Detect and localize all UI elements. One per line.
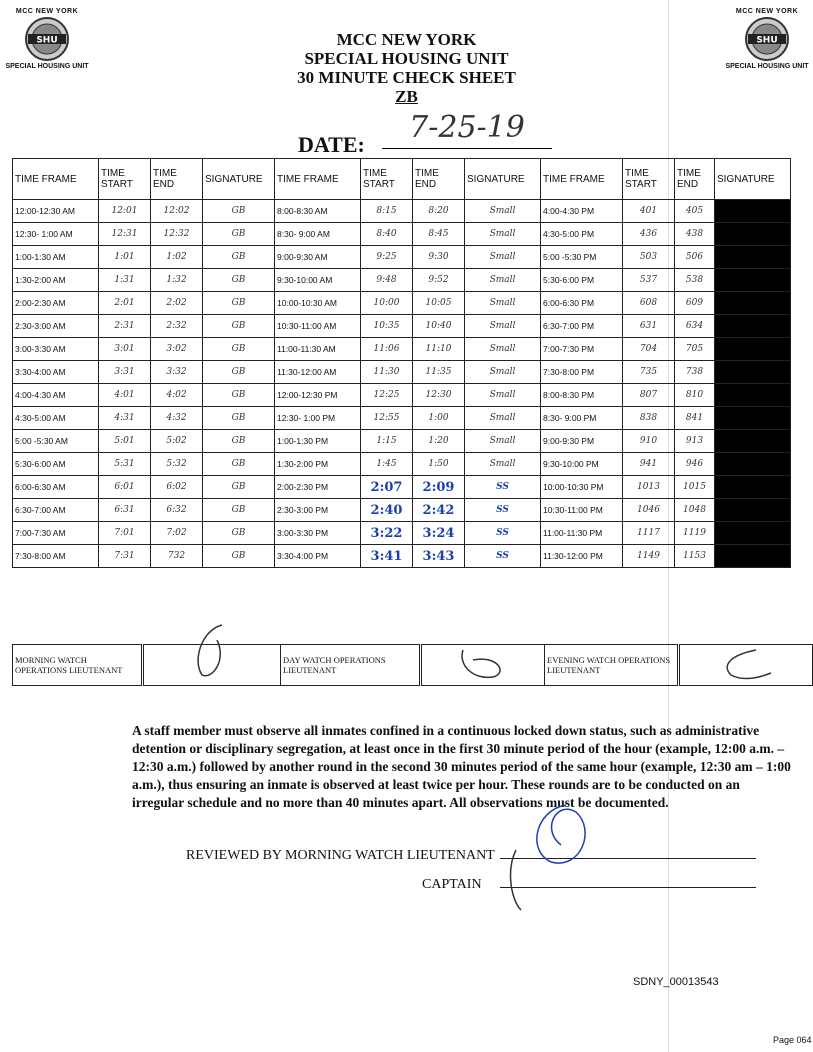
time-end-cell: 5:32: [151, 453, 203, 476]
time-frame-cell: 11:00-11:30 AM: [275, 338, 361, 361]
signature-cell: Small: [465, 292, 541, 315]
time-frame-cell: 3:00-3:30 PM: [275, 522, 361, 545]
time-end-cell: 6:32: [151, 499, 203, 522]
redacted-signature-cell: [715, 315, 791, 338]
signature-cell: Small: [465, 223, 541, 246]
time-frame-cell: 8:00-8:30 AM: [275, 200, 361, 223]
redacted-signature-cell: [715, 384, 791, 407]
time-start-cell: 10:35: [361, 315, 413, 338]
signature-cell: SS: [465, 476, 541, 499]
time-end-cell: 7:02: [151, 522, 203, 545]
signature-cell: GB: [203, 545, 275, 568]
redacted-signature-cell: [715, 269, 791, 292]
time-frame-cell: 1:30-2:00 PM: [275, 453, 361, 476]
table-row: [13, 407, 791, 430]
time-start-cell: 807: [623, 384, 675, 407]
table-header-row: [13, 159, 791, 200]
column-header: TIME FRAME: [13, 159, 99, 200]
redacted-signature-cell: [715, 430, 791, 453]
time-end-cell: 12:32: [151, 223, 203, 246]
time-start-cell: 910: [623, 430, 675, 453]
document-header: [0, 30, 813, 106]
time-frame-cell: 5:30-6:00 AM: [13, 453, 99, 476]
time-end-cell: 1048: [675, 499, 715, 522]
time-start-cell: 9:25: [361, 246, 413, 269]
table-row: [13, 545, 791, 568]
table-row: [13, 315, 791, 338]
redacted-signature-cell: [715, 407, 791, 430]
time-start-cell: 2:01: [99, 292, 151, 315]
time-end-cell: 1119: [675, 522, 715, 545]
signature-cell: Small: [465, 200, 541, 223]
signature-cell: Small: [465, 246, 541, 269]
day-watch-signature: [421, 645, 545, 686]
time-frame-cell: 12:00-12:30 AM: [13, 200, 99, 223]
column-header: TIME FRAME: [275, 159, 361, 200]
table-row: [13, 453, 791, 476]
time-start-cell: 3:22: [361, 522, 413, 545]
table-row: [13, 499, 791, 522]
time-frame-cell: 1:30-2:00 AM: [13, 269, 99, 292]
signature-cell: GB: [203, 269, 275, 292]
time-frame-cell: 6:30-7:00 AM: [13, 499, 99, 522]
redacted-signature-cell: [715, 476, 791, 499]
signature-cell: GB: [203, 223, 275, 246]
time-end-cell: 3:32: [151, 361, 203, 384]
signature-cell: GB: [203, 407, 275, 430]
time-end-cell: 6:02: [151, 476, 203, 499]
redacted-signature-cell: [715, 200, 791, 223]
table-row: [13, 476, 791, 499]
time-end-cell: 538: [675, 269, 715, 292]
signature-cell: GB: [203, 361, 275, 384]
time-frame-cell: 2:00-2:30 AM: [13, 292, 99, 315]
reviewer-signature-icon: [496, 800, 606, 920]
signature-cell: GB: [203, 292, 275, 315]
time-start-cell: 537: [623, 269, 675, 292]
time-frame-cell: 1:00-1:30 AM: [13, 246, 99, 269]
time-frame-cell: 8:30- 9:00 PM: [541, 407, 623, 430]
time-frame-cell: 7:00-7:30 AM: [13, 522, 99, 545]
signature-cell: Small: [465, 269, 541, 292]
time-start-cell: 401: [623, 200, 675, 223]
time-start-cell: 12:31: [99, 223, 151, 246]
signature-cell: SS: [465, 545, 541, 568]
time-end-cell: 8:20: [413, 200, 465, 223]
redacted-signature-cell: [715, 223, 791, 246]
time-start-cell: 2:40: [361, 499, 413, 522]
signature-cell: Small: [465, 384, 541, 407]
time-start-cell: 7:31: [99, 545, 151, 568]
time-end-cell: 11:35: [413, 361, 465, 384]
time-frame-cell: 7:00-7:30 PM: [541, 338, 623, 361]
time-end-cell: 732: [151, 545, 203, 568]
time-start-cell: 704: [623, 338, 675, 361]
day-signature-icon: [453, 645, 513, 685]
time-frame-cell: 5:00 -5:30 PM: [541, 246, 623, 269]
time-end-cell: 9:52: [413, 269, 465, 292]
column-header: TIME START: [99, 159, 151, 200]
time-start-cell: 436: [623, 223, 675, 246]
signature-cell: GB: [203, 384, 275, 407]
table-row: [13, 223, 791, 246]
table-row: [13, 384, 791, 407]
time-frame-cell: 2:30-3:00 AM: [13, 315, 99, 338]
table-row: [13, 292, 791, 315]
date-label: DATE:: [298, 132, 365, 157]
column-header: TIME FRAME: [541, 159, 623, 200]
check-sheet-table: [12, 158, 791, 568]
time-end-cell: 1:50: [413, 453, 465, 476]
seal-text: SHU: [36, 35, 58, 46]
time-frame-cell: 7:30-8:00 AM: [13, 545, 99, 568]
time-end-cell: 3:24: [413, 522, 465, 545]
signature-cell: Small: [465, 453, 541, 476]
time-frame-cell: 7:30-8:00 PM: [541, 361, 623, 384]
redacted-signature-cell: [715, 338, 791, 361]
redacted-signature-cell: [715, 499, 791, 522]
signature-cell: GB: [203, 338, 275, 361]
time-frame-cell: 9:30-10:00 PM: [541, 453, 623, 476]
time-start-cell: 12:01: [99, 200, 151, 223]
signature-cell: GB: [203, 453, 275, 476]
time-end-cell: 705: [675, 338, 715, 361]
time-frame-cell: 11:30-12:00 PM: [541, 545, 623, 568]
time-start-cell: 5:01: [99, 430, 151, 453]
time-frame-cell: 1:00-1:30 PM: [275, 430, 361, 453]
time-start-cell: 838: [623, 407, 675, 430]
time-start-cell: 3:41: [361, 545, 413, 568]
time-frame-cell: 9:00-9:30 PM: [541, 430, 623, 453]
time-frame-cell: 11:30-12:00 AM: [275, 361, 361, 384]
time-start-cell: 941: [623, 453, 675, 476]
time-frame-cell: 3:30-4:00 PM: [275, 545, 361, 568]
time-frame-cell: 5:30-6:00 PM: [541, 269, 623, 292]
header-line-1: MCC NEW YORK: [336, 30, 477, 49]
evening-watch-signature: [679, 645, 813, 686]
redacted-signature-cell: [715, 246, 791, 269]
time-end-cell: 10:40: [413, 315, 465, 338]
column-header: TIME START: [361, 159, 413, 200]
time-end-cell: 3:02: [151, 338, 203, 361]
page-number: Page 064: [773, 1035, 812, 1045]
time-start-cell: 9:48: [361, 269, 413, 292]
time-start-cell: 6:01: [99, 476, 151, 499]
signature-cell: GB: [203, 200, 275, 223]
time-frame-cell: 4:00-4:30 AM: [13, 384, 99, 407]
column-header: SIGNATURE: [715, 159, 791, 200]
time-end-cell: 2:02: [151, 292, 203, 315]
time-frame-cell: 3:00-3:30 AM: [13, 338, 99, 361]
redacted-signature-cell: [715, 453, 791, 476]
time-start-cell: 1046: [623, 499, 675, 522]
time-start-cell: 1:01: [99, 246, 151, 269]
evening-watch-label: EVENING WATCH OPERATIONS LIEUTENANT: [545, 645, 679, 686]
time-start-cell: 631: [623, 315, 675, 338]
time-end-cell: 841: [675, 407, 715, 430]
time-frame-cell: 10:00-10:30 PM: [541, 476, 623, 499]
time-end-cell: 2:09: [413, 476, 465, 499]
redacted-signature-cell: [715, 292, 791, 315]
table-row: [13, 269, 791, 292]
time-end-cell: 810: [675, 384, 715, 407]
reviewed-by-label: REVIEWED BY MORNING WATCH LIEUTENANT: [186, 848, 495, 863]
time-end-cell: 1:32: [151, 269, 203, 292]
time-start-cell: 1149: [623, 545, 675, 568]
time-end-cell: 8:45: [413, 223, 465, 246]
time-start-cell: 503: [623, 246, 675, 269]
time-end-cell: 634: [675, 315, 715, 338]
time-start-cell: 1:45: [361, 453, 413, 476]
table-row: [13, 430, 791, 453]
time-end-cell: 12:02: [151, 200, 203, 223]
time-end-cell: 12:30: [413, 384, 465, 407]
day-watch-label: DAY WATCH OPERATIONS LIEUTENANT: [281, 645, 421, 686]
time-start-cell: 12:55: [361, 407, 413, 430]
logo-top-text: MCC NEW YORK: [15, 8, 79, 15]
time-frame-cell: 12:30- 1:00 PM: [275, 407, 361, 430]
signature-cell: GB: [203, 315, 275, 338]
time-end-cell: 11:10: [413, 338, 465, 361]
time-frame-cell: 4:30-5:00 PM: [541, 223, 623, 246]
signature-cell: GB: [203, 499, 275, 522]
time-end-cell: 2:42: [413, 499, 465, 522]
logo-top-text: MCC NEW YORK: [735, 8, 799, 15]
time-start-cell: 1117: [623, 522, 675, 545]
time-frame-cell: 6:00-6:30 AM: [13, 476, 99, 499]
column-header: TIME END: [413, 159, 465, 200]
time-end-cell: 9:30: [413, 246, 465, 269]
time-end-cell: 4:32: [151, 407, 203, 430]
header-line-3: 30 MINUTE CHECK SHEET: [297, 68, 516, 87]
time-end-cell: 506: [675, 246, 715, 269]
signature-cell: GB: [203, 430, 275, 453]
time-end-cell: 4:02: [151, 384, 203, 407]
time-end-cell: 609: [675, 292, 715, 315]
time-start-cell: 3:31: [99, 361, 151, 384]
time-frame-cell: 9:00-9:30 AM: [275, 246, 361, 269]
time-frame-cell: 4:30-5:00 AM: [13, 407, 99, 430]
time-start-cell: 12:25: [361, 384, 413, 407]
time-start-cell: 7:01: [99, 522, 151, 545]
seal-text: SHU: [756, 35, 778, 46]
time-start-cell: 11:30: [361, 361, 413, 384]
morning-signature-icon: [172, 620, 252, 680]
time-end-cell: 438: [675, 223, 715, 246]
column-header: SIGNATURE: [465, 159, 541, 200]
time-frame-cell: 6:30-7:00 PM: [541, 315, 623, 338]
time-frame-cell: 4:00-4:30 PM: [541, 200, 623, 223]
time-start-cell: 1:31: [99, 269, 151, 292]
signature-cell: SS: [465, 522, 541, 545]
signature-cell: GB: [203, 522, 275, 545]
time-start-cell: 735: [623, 361, 675, 384]
time-start-cell: 2:31: [99, 315, 151, 338]
time-frame-cell: 10:30-11:00 PM: [541, 499, 623, 522]
time-frame-cell: 10:30-11:00 AM: [275, 315, 361, 338]
time-frame-cell: 12:30- 1:00 AM: [13, 223, 99, 246]
time-start-cell: 6:31: [99, 499, 151, 522]
time-end-cell: 10:05: [413, 292, 465, 315]
signature-cell: Small: [465, 338, 541, 361]
time-end-cell: 946: [675, 453, 715, 476]
signature-cell: Small: [465, 315, 541, 338]
time-frame-cell: 3:30-4:00 AM: [13, 361, 99, 384]
column-header: SIGNATURE: [203, 159, 275, 200]
time-start-cell: 2:07: [361, 476, 413, 499]
time-end-cell: 405: [675, 200, 715, 223]
time-end-cell: 5:02: [151, 430, 203, 453]
time-end-cell: 3:43: [413, 545, 465, 568]
time-frame-cell: 8:00-8:30 PM: [541, 384, 623, 407]
time-frame-cell: 6:00-6:30 PM: [541, 292, 623, 315]
redacted-signature-cell: [715, 361, 791, 384]
time-start-cell: 10:00: [361, 292, 413, 315]
signature-cell: Small: [465, 407, 541, 430]
captain-label: CAPTAIN: [422, 877, 482, 892]
redacted-signature-cell: [715, 522, 791, 545]
time-frame-cell: 2:30-3:00 PM: [275, 499, 361, 522]
column-header: TIME END: [151, 159, 203, 200]
time-start-cell: 8:40: [361, 223, 413, 246]
signature-cell: Small: [465, 361, 541, 384]
time-frame-cell: 10:00-10:30 AM: [275, 292, 361, 315]
table-row: [13, 246, 791, 269]
logo-bottom-text: SPECIAL HOUSING UNIT: [725, 63, 809, 70]
time-start-cell: 1:15: [361, 430, 413, 453]
table-row: [13, 522, 791, 545]
time-end-cell: 1:20: [413, 430, 465, 453]
date-value: 7-25-19: [382, 110, 552, 149]
column-header: TIME END: [675, 159, 715, 200]
time-end-cell: 913: [675, 430, 715, 453]
time-end-cell: 2:32: [151, 315, 203, 338]
redacted-signature-cell: [715, 545, 791, 568]
signature-cell: GB: [203, 476, 275, 499]
time-frame-cell: 5:00 -5:30 AM: [13, 430, 99, 453]
time-start-cell: 1013: [623, 476, 675, 499]
time-start-cell: 608: [623, 292, 675, 315]
evening-signature-icon: [711, 645, 781, 685]
time-frame-cell: 9:30-10:00 AM: [275, 269, 361, 292]
table-body: [13, 200, 791, 568]
time-end-cell: 1:02: [151, 246, 203, 269]
table-row: [13, 200, 791, 223]
time-start-cell: 4:01: [99, 384, 151, 407]
time-end-cell: 738: [675, 361, 715, 384]
time-frame-cell: 2:00-2:30 PM: [275, 476, 361, 499]
unit-code: ZB: [395, 87, 418, 106]
watch-signoff-table: [12, 644, 813, 686]
signature-cell: SS: [465, 499, 541, 522]
time-end-cell: 1:00: [413, 407, 465, 430]
policy-paragraph: A staff member must observe all inmates confined in a continuous locked down status, such as administrative detention or disciplinary segregation, at least once in the first 30 minute period of the hour (example, 12:00 a.m. – 12:30 a.m.) followed by another round in the second 30 minutes period of the same hour (example, 12:30 am – 1:00 a.m.), thus ensuring an inmate is observed at least twice per hour. These rounds are to be conducted on an irregular schedule and no more than 40 minutes apart. All observations must be documented.: [132, 723, 791, 810]
table-row: [13, 338, 791, 361]
column-header: TIME START: [623, 159, 675, 200]
morning-watch-label: MORNING WATCH OPERATIONS LIEUTENANT: [13, 645, 143, 686]
time-start-cell: 3:01: [99, 338, 151, 361]
morning-watch-signature: [143, 645, 281, 686]
time-start-cell: 11:06: [361, 338, 413, 361]
time-frame-cell: 11:00-11:30 PM: [541, 522, 623, 545]
header-line-2: SPECIAL HOUSING UNIT: [304, 49, 509, 68]
time-start-cell: 8:15: [361, 200, 413, 223]
logo-bottom-text: SPECIAL HOUSING UNIT: [5, 63, 89, 70]
time-start-cell: 5:31: [99, 453, 151, 476]
signature-cell: Small: [465, 430, 541, 453]
table-row: [13, 361, 791, 384]
time-start-cell: 4:31: [99, 407, 151, 430]
time-frame-cell: 12:00-12:30 PM: [275, 384, 361, 407]
time-end-cell: 1153: [675, 545, 715, 568]
time-end-cell: 1015: [675, 476, 715, 499]
bates-number: SDNY_00013543: [633, 976, 719, 988]
signature-cell: GB: [203, 246, 275, 269]
time-frame-cell: 8:30- 9:00 AM: [275, 223, 361, 246]
